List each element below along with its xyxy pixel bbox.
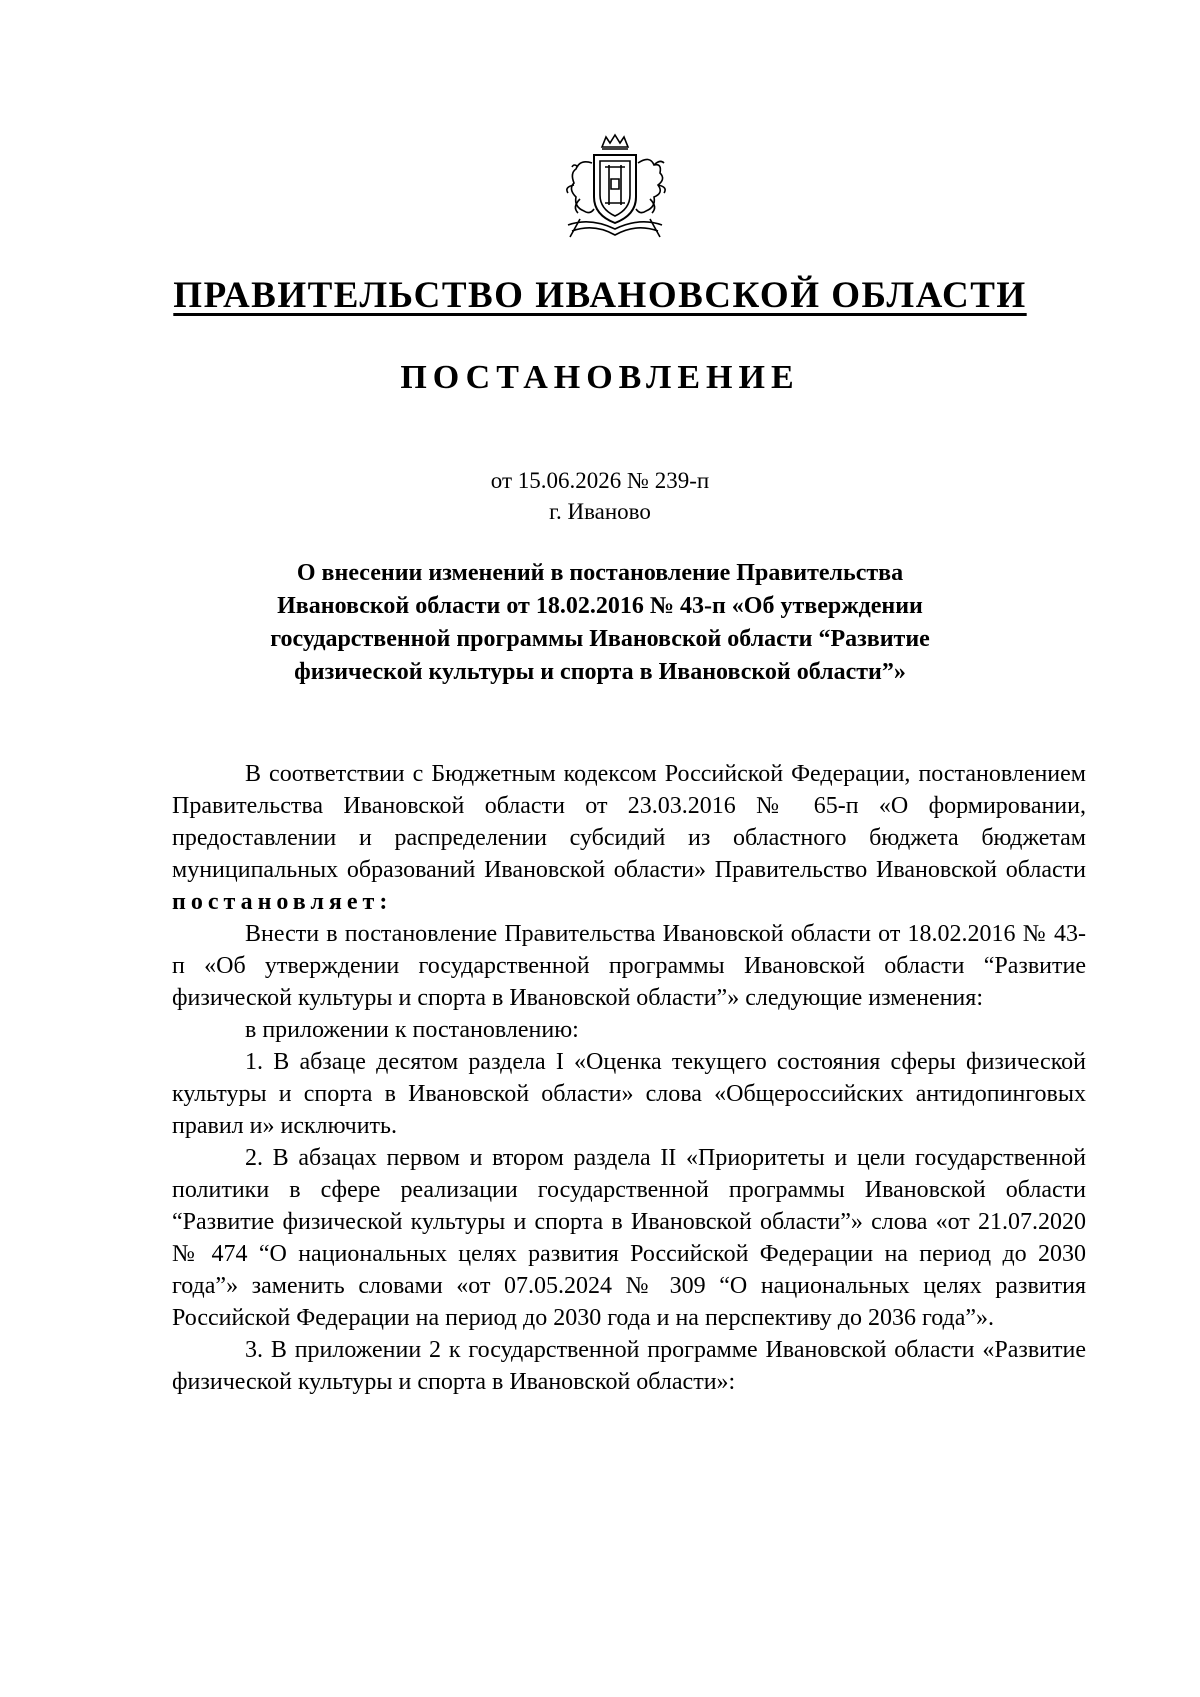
paragraph-amend: Внести в постановление Правительства Ивановской области от 18.02.2016 № 43-п «Об утверждении государственной программы Ивановской области “Развитие физической культуры и спорта в Ивановской области”» следующие изменения: — [172, 921, 1086, 1011]
paragraph-item-2: 2. В абзацах первом и втором раздела II «Приоритеты и цели государственной политики в сфере реализации государственной программы Ивановской области “Развитие физической культуры и спорта в Ивановской области”» слова «от 21.07.2020 № 474 “О национальных целях развития Российской Федерации на период до 2030 года”» заменить словами «от 07.05.2024 № 309 “О национальных целях развития Российской Федерации на период до 2030 года и на перспективу до 2036 года”». — [172, 1145, 1086, 1331]
heading-line: О внесении изменений в постановление Правительства — [296, 560, 904, 586]
resolves-word: постановляет: — [172, 889, 393, 915]
paragraph-item-3: 3. В приложении 2 к государственной программе Ивановской области «Развитие физической культуры и спорта в Ивановской области»: — [172, 1337, 1086, 1395]
government-title: ПРАВИТЕЛЬСТВО ИВАНОВСКОЙ ОБЛАСТИ — [173, 275, 1027, 316]
heading-line: Ивановской области от 18.02.2016 № 43-п «Об утверждении — [277, 593, 923, 619]
document-body — [172, 758, 1086, 1398]
city: г. Иваново — [549, 499, 651, 524]
date-and-number: от 15.06.2026 № 239-п — [490, 468, 710, 493]
paragraph-item-1: 1. В абзаце десятом раздела I «Оценка текущего состояния сферы физической культуры и спорта в Ивановской области» слова «Общероссийских антидопинговых правил и» исключить. — [172, 1049, 1086, 1139]
document-type-title: ПОСТАНОВЛЕНИЕ — [400, 359, 800, 396]
preamble-text: В соответствии с Бюджетным кодексом Российской Федерации, постановлением Правительства Ивановской области от 23.03.2016 № 65-п «О формировании, предоставлении и распределении субсидий из областного бюджета бюджетам муниципальных образований Ивановской области» Правительство Ивановской области — [172, 761, 1086, 883]
paragraph-preamble — [172, 758, 1086, 918]
coat-of-arms-emblem — [550, 133, 680, 243]
paragraph-annex: в приложении к постановлению: — [245, 1017, 579, 1043]
heading-line: государственной программы Ивановской области “Развитие — [270, 626, 930, 652]
resolution-heading — [180, 557, 1020, 689]
heading-line: физической культуры и спорта в Ивановской области”» — [294, 659, 906, 685]
